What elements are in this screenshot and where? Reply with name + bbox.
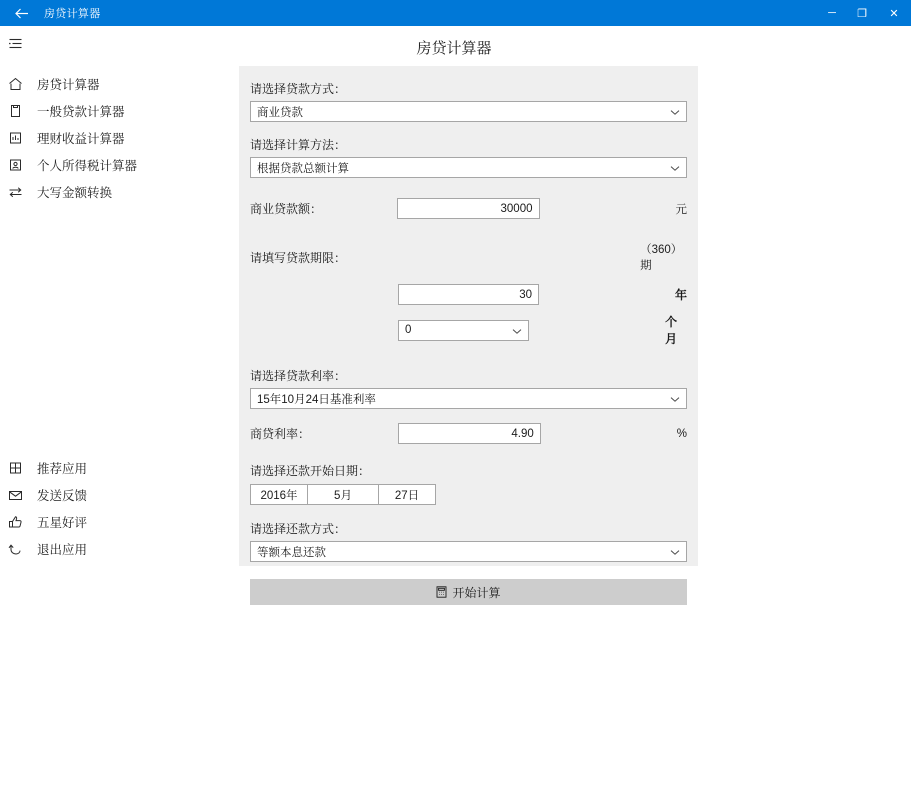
start-calculation-button[interactable]: [250, 579, 687, 605]
loan-type-value: 商业贷款: [257, 106, 303, 119]
start-calculation-label: 开始计算: [452, 585, 501, 600]
term-header-row: [250, 241, 687, 273]
sidebar-item-mortgage-calculator[interactable]: [0, 70, 239, 97]
loan-type-label: 请选择贷款方式：: [250, 82, 347, 96]
chevron-down-icon: [670, 389, 680, 410]
loan-amount-row: [250, 198, 687, 219]
loan-amount-unit: 元: [675, 203, 687, 216]
rate-value-unit: %: [676, 427, 687, 440]
start-date-year[interactable]: 2016年: [250, 484, 308, 505]
rate-value-row: [250, 423, 687, 444]
hamburger-menu-icon[interactable]: [0, 26, 239, 60]
sidebar-main-nav: [0, 70, 239, 205]
start-date-day[interactable]: 27日: [378, 484, 436, 505]
thumbs-up-icon: [8, 515, 34, 529]
transfer-icon: [8, 185, 34, 199]
home-icon: [8, 77, 34, 91]
term-months-value: 0: [405, 324, 412, 336]
sidebar-item-general-loan-calculator[interactable]: [0, 97, 239, 124]
term-months-select[interactable]: [398, 320, 529, 341]
sidebar-item-five-star-rating[interactable]: [0, 508, 239, 535]
mortgage-form-panel: [239, 66, 698, 600]
term-years-unit: 年: [674, 288, 687, 302]
chevron-down-icon: [670, 102, 680, 123]
sidebar-item-send-feedback[interactable]: [0, 481, 239, 508]
calc-method-select[interactable]: [250, 157, 687, 178]
rate-select-value: 15年10月24日基准利率: [257, 393, 376, 406]
window-title: 房贷计算器: [44, 8, 101, 20]
start-date-picker: [250, 484, 687, 505]
loan-amount-label: 商业贷款额：: [250, 202, 323, 216]
sidebar-item-amount-to-chinese[interactable]: [0, 178, 239, 205]
sidebar-item-exit-app[interactable]: [0, 535, 239, 562]
exit-icon: [8, 542, 34, 556]
term-periods-note: （360）期: [640, 244, 683, 272]
minimize-button[interactable]: ─: [828, 7, 836, 19]
chevron-down-icon: [670, 542, 680, 563]
calc-method-value: 根据贷款总额计算: [257, 162, 349, 175]
start-date-month[interactable]: 5月: [307, 484, 379, 505]
loan-amount-input[interactable]: 30000: [397, 198, 539, 219]
calc-method-label: 请选择计算方法：: [250, 138, 347, 152]
back-arrow-icon[interactable]: [0, 0, 42, 26]
loan-type-select[interactable]: [250, 101, 687, 122]
clipboard-icon: [8, 104, 34, 118]
sidebar-item-label: 理财收益计算器: [37, 131, 125, 146]
sidebar: [0, 26, 239, 566]
sidebar-bottom-nav: [0, 454, 239, 562]
rate-select-label: 请选择贷款利率：: [250, 369, 347, 383]
repay-type-select[interactable]: [250, 541, 687, 562]
term-years-row: [250, 284, 687, 305]
close-button[interactable]: ✕: [889, 7, 899, 20]
page-title: 房贷计算器: [416, 40, 492, 57]
title-bar: [0, 0, 911, 26]
chevron-down-icon: [512, 321, 522, 342]
sidebar-item-label: 一般贷款计算器: [37, 104, 125, 119]
sidebar-item-label: 个人所得税计算器: [37, 158, 138, 173]
maximize-button[interactable]: ❐: [857, 7, 867, 20]
person-box-icon: [8, 158, 34, 172]
sidebar-item-label: 推荐应用: [37, 461, 88, 476]
rate-value-input[interactable]: 4.90: [398, 423, 541, 444]
calculator-icon: [436, 586, 447, 598]
repay-type-label: 请选择还款方式：: [250, 522, 347, 536]
rate-select[interactable]: [250, 388, 687, 409]
sidebar-item-label: 五星好评: [37, 515, 88, 530]
rate-value-label: 商贷利率：: [250, 427, 311, 441]
term-months-row: [250, 313, 687, 347]
sidebar-item-label: 大写金额转换: [37, 185, 113, 200]
grid-icon: [8, 461, 34, 475]
term-months-unit: 个月: [665, 315, 678, 346]
term-years-input[interactable]: 30: [398, 284, 539, 305]
sidebar-item-income-tax-calculator[interactable]: [0, 151, 239, 178]
term-label: 请填写贷款期限：: [250, 250, 347, 265]
sidebar-item-label: 发送反馈: [37, 488, 88, 503]
sidebar-item-label: 房贷计算器: [37, 77, 100, 92]
start-date-label: 请选择还款开始日期：: [250, 464, 371, 478]
main-content: [239, 26, 911, 600]
mail-icon: [8, 488, 34, 502]
sidebar-item-label: 退出应用: [37, 542, 88, 557]
chevron-down-icon: [670, 158, 680, 179]
sidebar-item-investment-calculator[interactable]: [0, 124, 239, 151]
sidebar-item-recommended-apps[interactable]: [0, 454, 239, 481]
chart-box-icon: [8, 131, 34, 145]
repay-type-value: 等额本息还款: [257, 546, 326, 559]
